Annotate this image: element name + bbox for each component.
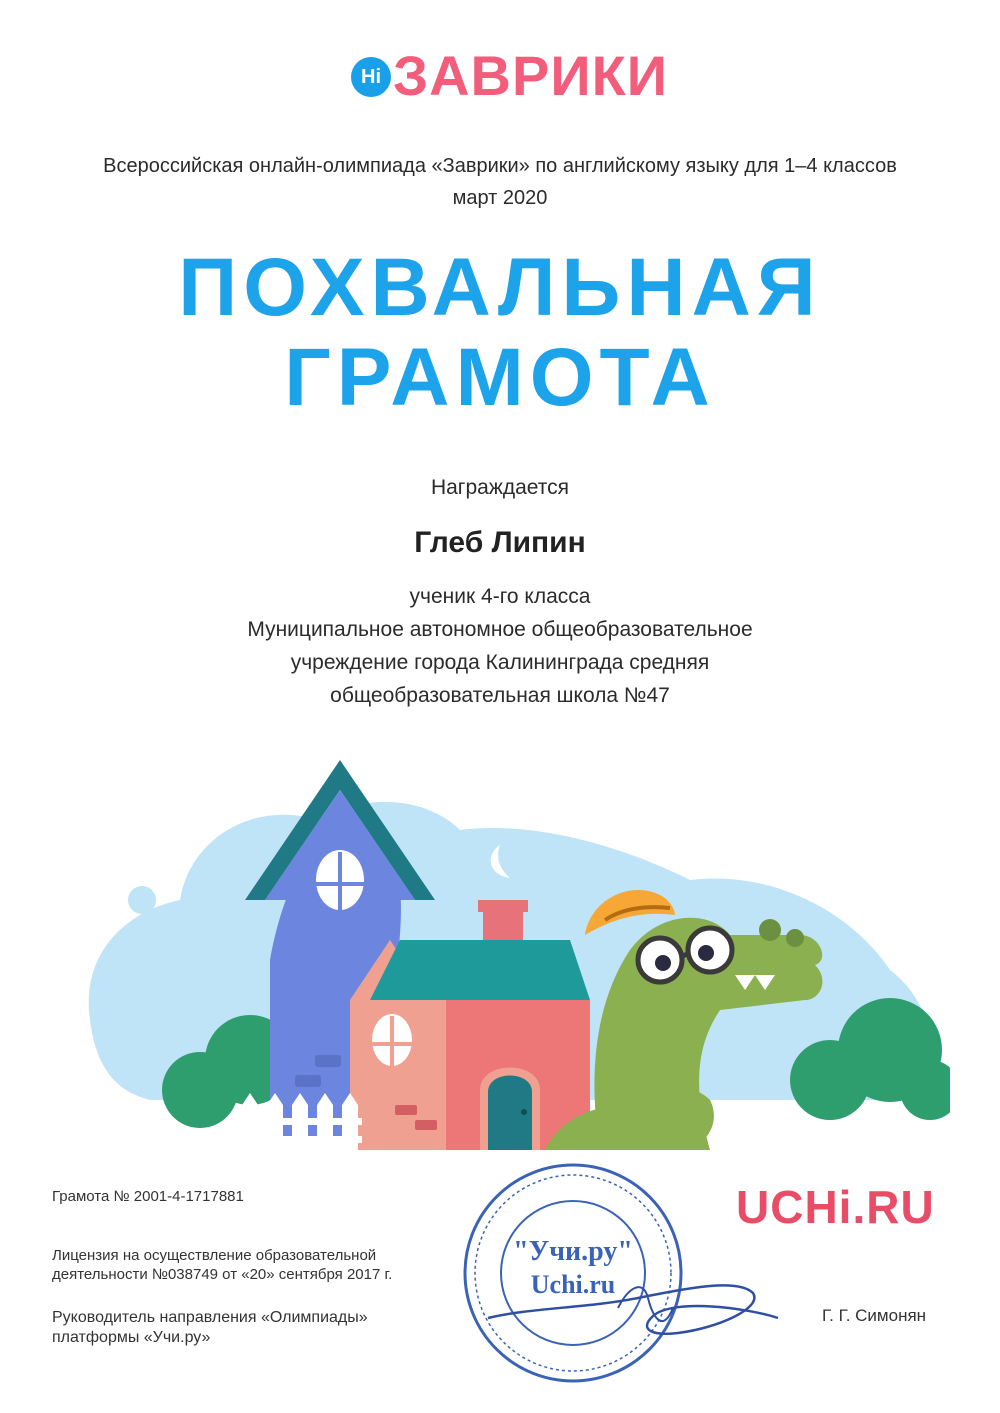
- olympiad-date: март 2020: [452, 187, 548, 209]
- head-title-line-2: платформы «Учи.ру»: [52, 1329, 211, 1346]
- recipient-grade: ученик 4-го класса: [409, 585, 591, 608]
- chimney-top: [478, 900, 528, 912]
- pink-house: [350, 940, 590, 1150]
- uchi-ru-logo: UCHi.RU: [736, 1181, 935, 1233]
- olympiad-name: Всероссийская онлайн-олимпиада «Заврики» по английскому языку для 1–4 классов: [103, 155, 897, 177]
- small-cloud-2: [146, 930, 166, 950]
- signer-name: Г. Г. Симонян: [822, 1306, 927, 1325]
- school-line-3: общеобразовательная школа №47: [330, 684, 670, 707]
- zavriki-logo: [345, 42, 668, 112]
- certificate-title-line1: ПОХВАЛЬНАЯ: [178, 242, 822, 333]
- license-line-1: Лицензия на осуществление образовательной: [52, 1247, 377, 1264]
- recipient-name: Глеб Липин: [414, 526, 586, 559]
- school-line-2: учреждение города Калининграда средняя: [290, 651, 710, 674]
- logo-word: ЗАВРИКИ: [393, 44, 668, 107]
- school-line-1: Муниципальное автономное общеобразовательное: [247, 618, 753, 641]
- certificate-title-line2: ГРАМОТА: [284, 332, 716, 423]
- stamp-text-2: Uchi.ru: [530, 1270, 616, 1299]
- chimney: [483, 908, 523, 944]
- certificate-number: Грамота № 2001-4-1717881: [52, 1188, 244, 1205]
- head-title-line-1: Руководитель направления «Олимпиады»: [52, 1309, 368, 1326]
- small-cloud: [128, 886, 156, 914]
- stamp-text-1: "Учи.ру": [513, 1236, 633, 1267]
- awarded-label: Награждается: [430, 476, 570, 499]
- hi-badge: Hi: [351, 57, 391, 97]
- house-and-crocodile-illustration: [70, 760, 950, 1160]
- license-line-2: деятельности №038749 от «20» сентября 2017 г.: [52, 1266, 393, 1283]
